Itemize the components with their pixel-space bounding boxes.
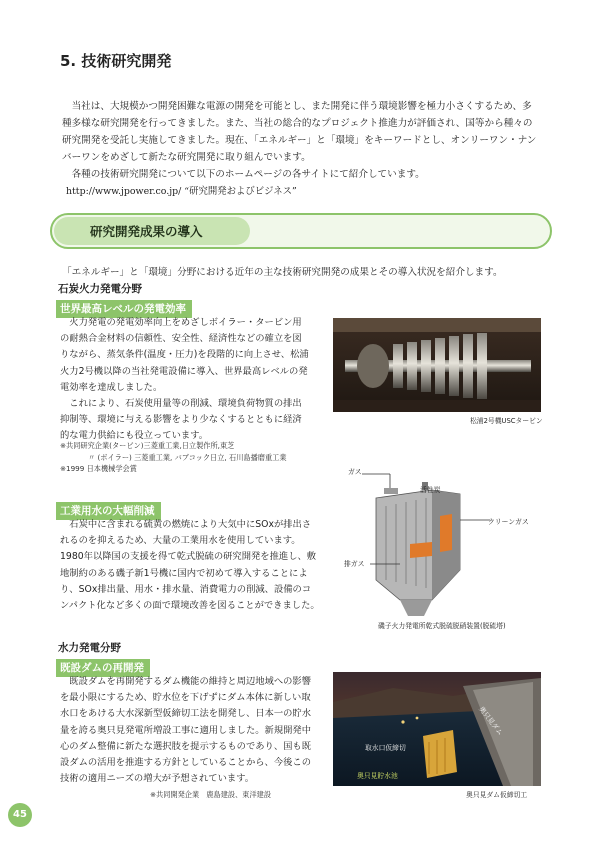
desulfurization-diagram: [340, 460, 540, 620]
category-coal: 石炭火力発電分野: [58, 283, 142, 295]
dam-body: [60, 674, 318, 787]
tag-label: 世界最高レベルの発電効率: [56, 300, 192, 318]
efficiency-body: [60, 315, 310, 445]
paragraph: 火力発電の発電効率向上をめざしボイラー・タービン用の耐熱合金材料の信頼性、安全性、経済性などの確立を図りながら、蒸気条件(温度・圧力)を段階的に向上させ、松浦火力2号機以降の当社発電設備に導入、世界最高レベルの発電効率を達成しました。: [60, 317, 309, 393]
note: ※共同研究企業(タービン)三菱重工業,日立製作所,東芝: [60, 441, 235, 450]
photo-label: 取水口仮締切: [365, 744, 406, 752]
note: ※1999 日本機械学会賞: [60, 464, 137, 473]
intro-paragraph-2: 各種の技術研究開発について以下のホームページの各サイトにて紹介しています。: [71, 169, 425, 180]
turbine-photo: [333, 318, 541, 412]
turbine-caption: 松浦2号機USCタービン: [470, 417, 543, 425]
photo-label: 奥只見ダム: [477, 705, 505, 737]
diagram-label: 活性炭: [420, 486, 441, 494]
homepage-url[interactable]: http://www.jpower.co.jp/ “研究開発およびビジネス”: [66, 186, 297, 197]
note: 〃 (ボイラー) 三菱重工業, バブコック日立, 石川島播磨重工業: [88, 452, 287, 462]
page-number: 45: [8, 803, 32, 827]
intro-line: 「エネルギー」と「環境」分野における近年の主な技術研究開発の成果とその導入状況を紹介します。: [62, 267, 503, 278]
intro-text: [62, 98, 540, 200]
intro-paragraph: 当社は、大規模かつ開発困難な電源の開発を可能とし、また開発に伴う環境影響を極力小さくするため、多種多様な研究開発を行ってきました。また、当社の総合的なプロジェクト推進力が評価され、国等から種々の研究開発を受託し実施してきました。現在、「エネルギー」と「環境」をキーワードとし、オンリーワン・ナンバーワンをめざして新たな研究開発に取り組んでいます。: [62, 101, 537, 163]
paragraph: これにより、石炭使用量等の削減、環境負荷物質の排出抑制等、環境に与える影響をより少なくするとともに経済的な電力供給にも役立っています。: [60, 398, 302, 442]
dam-photo: [333, 672, 541, 786]
desulfurization-caption: 磯子火力発電所乾式脱硫脱硝装置(脱硫塔): [378, 622, 506, 630]
water-body: [60, 517, 320, 614]
diagram-label: クリーンガス: [488, 518, 529, 526]
section-banner: [50, 213, 552, 249]
paragraph: 既設ダムを再開発するダム機能の維持と周辺地域への影響を最小限にするため、貯水位を下げずにダム本体に新しい取水口をあける大水深新型仮締切工法を開発し、日本一の貯水量を誇る奥只見発電所増設工事に適用しました。新規開発中心のダム整備に新たな選択肢を提示するものであり、国も既設ダムの活用を推進する方針としていることから、今後この技術の適用ニーズの増大が予想されています。: [60, 676, 312, 785]
category-hydro: 水力発電分野: [58, 642, 121, 654]
photo-label: 奥只見貯水池: [357, 772, 398, 780]
tag-label: 工業用水の大幅削減: [56, 502, 161, 520]
tag-label: 既設ダムの再開発: [56, 659, 150, 677]
section-title: 5. 技術研究開発: [60, 52, 172, 70]
banner-title: 研究開発成果の導入: [90, 224, 203, 239]
dam-caption: 奥只見ダム仮締切工: [466, 791, 528, 799]
efficiency-notes: [60, 440, 330, 475]
paragraph: 石炭中に含まれる硫黄の燃焼により大気中にSOxが排出されるのを抑えるため、大量の工業用水を使用しています。1980年以降国の支援を得て乾式脱硫の研究開発を推進し、敷地制約のある磯子新1号機に国内で初めて導入することにより、SOx排出量、用水・排水量、消費電力の削減、設備のコンパクト化など多くの面で環境改善を図ることができました。: [60, 519, 320, 612]
dam-note: ※共同開発企業 鹿島建設、東洋建設: [150, 790, 272, 799]
diagram-label: 排ガス: [344, 560, 365, 568]
diagram-label: ガス: [348, 468, 362, 476]
